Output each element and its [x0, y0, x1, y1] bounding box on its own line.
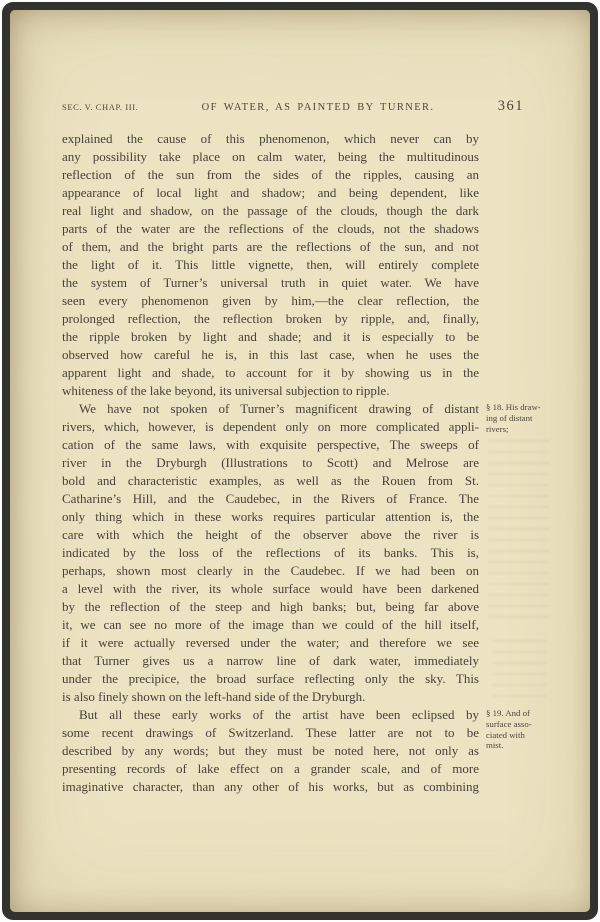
- text-line: observed how careful he is, in this last case, when he uses the: [62, 347, 479, 362]
- scan-dark-border: [2, 2, 598, 920]
- text-line: if it were actually reversed under the water; and therefore we see: [62, 635, 479, 650]
- text-line: described by any words; but they must be noted here, not only as: [62, 743, 479, 758]
- text-line: appearance of local light and shadow; and being dependent, like: [62, 185, 479, 200]
- text-line: parts of the water are the reflections of the clouds, not the shadows: [62, 221, 479, 236]
- page-title: OF WATER, AS PAINTED BY TURNER.: [201, 102, 435, 113]
- text-line: seen every phenomenon given by him,—the clear reflection, the: [62, 293, 479, 308]
- text-line: real light and shadow, on the passage of the clouds, though the dark: [62, 203, 479, 218]
- margin-note-line: § 18. His draw-: [486, 402, 541, 412]
- text-line: explained the cause of this phenomenon, which never can by: [62, 131, 479, 146]
- text-line: Catharine’s Hill, and the Caudebec, in the Rivers of France. The: [62, 491, 479, 506]
- text-line: reflection of the sun from the sides of the ripples, causing an: [62, 167, 479, 182]
- text-line: presenting records of lake effect on a grander scale, and of more: [62, 761, 479, 776]
- text-line: the system of Turner’s universal truth in quiet water. We have: [62, 275, 479, 290]
- showthrough-ghosting: [492, 640, 546, 700]
- margin-note-line: ciated with: [486, 729, 525, 740]
- text-line: any possibility take place on calm water, being the multitudinous: [62, 149, 479, 164]
- page-number: 361: [497, 98, 524, 114]
- text-line: of them, and the bright parts are the reflections of the sun, and not: [62, 239, 479, 254]
- margin-note-line: ing of distant: [486, 412, 533, 423]
- text-line: care with which the height of the observer above the river is: [62, 527, 479, 542]
- text-line: that Turner gives us a narrow line of dark water, immediately: [62, 653, 479, 668]
- margin-note-line: mist.: [486, 740, 504, 751]
- running-head: [62, 98, 524, 115]
- text-line: some recent drawings of Switzerland. These latter are not to be: [62, 725, 479, 740]
- text-line: But all these early works of the artist have been eclipsed by: [79, 707, 479, 722]
- margin-note-line: surface asso-: [486, 718, 532, 729]
- text-line: only thing which in these works requires particular attention is, the: [62, 509, 479, 524]
- margin-note: [486, 708, 562, 751]
- text-line: bold and characteristic examples, as well as the Rouen from St.: [62, 473, 479, 488]
- text-line: the light of it. This little vignette, then, will entirely complete: [62, 257, 479, 272]
- text-line: We have not spoken of Turner’s magnificent drawing of distant: [79, 401, 479, 416]
- margin-note-line: § 19. And of: [486, 708, 530, 718]
- text-line: perhaps, shown most clearly in the Caudebec. If we had been on: [62, 563, 479, 578]
- text-line: a level with the river, its whole surface would have been darkened: [62, 581, 479, 596]
- margin-note-line: rivers;: [486, 423, 509, 434]
- text-line: apparent light and shade, to account for it by showing us in the: [62, 365, 479, 380]
- margin-note: [486, 402, 562, 434]
- text-line: the ripple broken by light and shade; and it is especially to be: [62, 329, 479, 344]
- paragraph: [62, 706, 532, 796]
- text-line: whiteness of the lake beyond, its universal subjection to ripple.: [62, 383, 390, 398]
- text-line: indicated by the loss of the reflections of its banks. This is,: [62, 545, 479, 560]
- text-line: by the reflection of the steep and high banks; but, being far above: [62, 599, 479, 614]
- text-line: under the precipice, the broad surface reflecting only the sky. This: [62, 671, 479, 686]
- text-line: it, we can see no more of the image than we could of the hill itself,: [62, 617, 479, 632]
- showthrough-ghosting: [488, 440, 550, 620]
- paragraph: [62, 130, 479, 400]
- text-line: river in the Dryburgh (Illustrations to Scott) and Melrose are: [62, 455, 479, 470]
- body-text: [62, 130, 541, 796]
- text-line: imaginative character, than any other of his works, but as combining: [62, 779, 479, 794]
- text-line: cation of the same laws, with exquisite perspective, The sweeps of: [62, 437, 479, 452]
- text-line: rivers, which, however, is dependent only on more complicated appli-: [62, 419, 479, 434]
- paper: [10, 10, 590, 912]
- chapter-label: SEC. V. CHAP. III.: [62, 102, 139, 112]
- paragraph: [62, 400, 541, 706]
- text-line: is also finely shown on the left-hand side of the Dryburgh.: [62, 689, 366, 704]
- text-line: prolonged reflection, the reflection broken by ripple, and, finally,: [62, 311, 479, 326]
